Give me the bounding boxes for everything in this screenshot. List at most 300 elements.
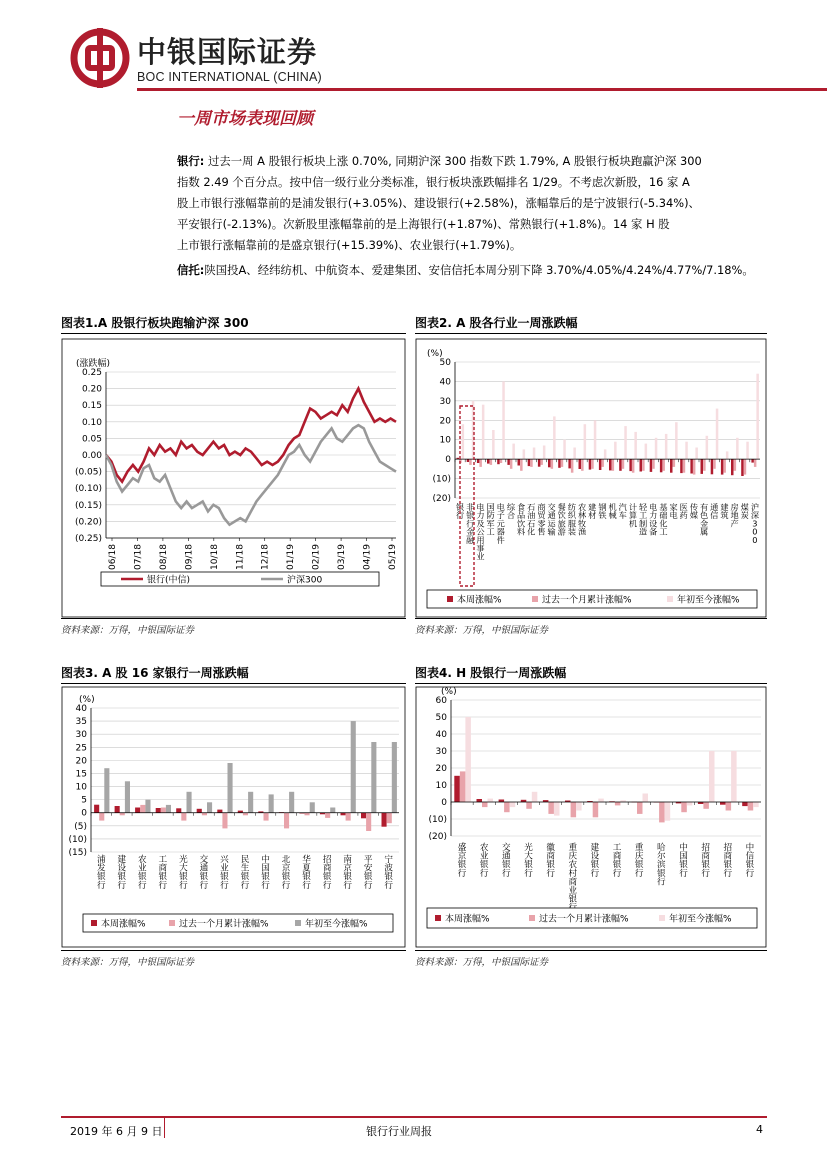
bar-1-3	[526, 802, 532, 809]
x-tick-label: 10/18	[209, 544, 220, 570]
bank-label: 银行:	[177, 154, 205, 168]
x-tick-label: 通信	[710, 502, 719, 521]
x-tick-label: 重庆银行	[634, 843, 644, 879]
y-tick-label: (20)	[428, 832, 447, 842]
bar-0-4	[176, 808, 181, 813]
x-tick-label: 01/19	[286, 544, 297, 570]
x-tick-label: 建材	[588, 502, 597, 521]
fig3-source: 资料来源：万得，中银国际证券	[61, 957, 195, 968]
legend-swatch	[667, 596, 673, 602]
bar-2-29	[756, 374, 759, 460]
fig1-title: 图表1.A 股银行板块跑输沪深 300	[61, 316, 249, 330]
bar-2-11	[330, 808, 335, 813]
x-tick-label: 交通银行	[199, 855, 209, 891]
bar-0-2	[477, 459, 480, 463]
bar-2-4	[502, 381, 505, 459]
x-tick-label: 兴业银行	[220, 855, 229, 891]
bar-1-4	[548, 802, 554, 814]
y-tick-label: 40	[439, 377, 451, 388]
x-tick-label: 民生银行	[240, 855, 250, 891]
y-tick-label: 15	[75, 769, 87, 780]
y-tick-label: 20	[435, 764, 447, 774]
bar-2-14	[392, 742, 397, 813]
trust-label: 信托:	[177, 263, 205, 277]
bar-1-0	[99, 813, 104, 821]
bar-2-12	[584, 424, 587, 459]
x-tick-label: 建设银行	[117, 855, 127, 891]
bar-1-24	[703, 459, 706, 471]
bar-1-28	[744, 459, 747, 475]
bar-2-4	[187, 792, 192, 813]
bar-2-16	[624, 426, 627, 459]
chart-frame	[416, 339, 766, 617]
x-tick-label: 08/18	[158, 544, 169, 570]
bar-0-5	[507, 459, 510, 465]
fig3-source-rule	[61, 950, 406, 951]
bank-paragraph	[177, 151, 797, 256]
bar-1-18	[642, 459, 645, 471]
fig2-source: 资料来源：万得，中银国际证券	[415, 625, 549, 636]
x-tick-label: 银行	[455, 502, 465, 521]
bar-2-0	[465, 717, 471, 802]
para-line: 股上市银行涨幅靠前的是浦发银行(+3.05%)、建设银行(+2.58%)，涨幅靠后的是宁波银行(-5.34%)、	[177, 196, 700, 210]
bar-1-6	[222, 813, 227, 829]
para-line: 指数 2.49 个百分点。按中信一级行业分类标准，银行板块涨跌幅排名 1/29。不考虑次新股，16 家 A	[177, 175, 690, 189]
bar-2-28	[746, 442, 749, 460]
bar-0-5	[197, 809, 202, 813]
bar-0-17	[629, 459, 632, 471]
brand-name-en: BOC INTERNATIONAL (CHINA)	[137, 70, 322, 84]
fig4-title-rule	[415, 683, 767, 684]
bar-0-11	[568, 459, 571, 468]
y-axis-label: (%)	[427, 349, 443, 359]
y-tick-label: (0.15)	[74, 500, 102, 511]
bar-2-13	[594, 420, 597, 459]
bar-1-8	[264, 813, 269, 821]
bar-0-26	[721, 459, 724, 475]
y-tick-label: 25	[75, 743, 87, 754]
bar-2-21	[675, 422, 678, 459]
legend-swatch	[295, 920, 301, 926]
fig2-source-rule	[415, 618, 767, 619]
bar-0-16	[619, 459, 622, 471]
legend-label: 本周涨幅%	[101, 919, 146, 930]
legend-swatch	[169, 920, 175, 926]
section-title: 一周市场表现回顾	[177, 109, 313, 129]
page-header	[0, 0, 827, 100]
bar-1-22	[683, 459, 686, 473]
footer-date: 2019 年 6 月 9 日	[70, 1125, 163, 1138]
bar-2-2	[145, 800, 150, 813]
x-tick-label: 光大银行	[179, 855, 188, 891]
bar-0-19	[650, 459, 653, 472]
bar-2-24	[706, 436, 709, 459]
x-tick-label: 建筑	[720, 502, 729, 521]
x-tick-label: 非银行金融	[466, 502, 475, 545]
bar-0-6	[217, 810, 222, 813]
y-tick-label: 10	[439, 435, 451, 446]
bar-2-27	[736, 438, 739, 459]
x-tick-label: 食品饮料	[516, 502, 526, 537]
bar-2-8	[543, 446, 546, 460]
fig1-source-rule	[61, 618, 406, 619]
bar-1-1	[469, 459, 472, 465]
y-tick-label: 30	[439, 396, 451, 407]
bar-1-2	[504, 802, 510, 812]
bar-1-1	[482, 802, 488, 807]
bar-1-13	[366, 813, 371, 831]
y-tick-label: 30	[435, 747, 447, 757]
fig4-chart	[415, 686, 767, 948]
fig1-title-rule	[61, 333, 406, 334]
bar-1-11	[325, 813, 330, 818]
bar-2-13	[753, 802, 759, 807]
y-tick-label: (0.20)	[74, 517, 102, 528]
footer-title: 银行行业周报	[366, 1125, 432, 1138]
bar-2-5	[576, 802, 582, 811]
bar-2-18	[645, 444, 648, 460]
legend-label: 年初至今涨幅%	[305, 919, 368, 930]
legend-label: 银行(中信)	[147, 575, 191, 586]
y-tick-label: 0	[445, 455, 451, 466]
legend-label: 年初至今涨幅%	[669, 914, 732, 925]
x-tick-label: 06/18	[108, 544, 118, 570]
bar-2-10	[687, 802, 693, 805]
y-tick-label: 30	[75, 730, 87, 741]
bar-2-9	[553, 416, 556, 459]
y-tick-label: (10)	[68, 834, 87, 845]
x-tick-label: 宁波银行	[384, 855, 394, 891]
bar-1-12	[726, 802, 732, 811]
bar-2-0	[104, 768, 109, 813]
legend-swatch	[532, 596, 538, 602]
bar-1-13	[748, 802, 754, 811]
bar-2-6	[523, 449, 526, 459]
x-tick-label: 北京银行	[281, 855, 291, 891]
bar-2-2	[510, 802, 516, 807]
bar-0-3	[156, 808, 161, 813]
bar-2-10	[310, 802, 315, 813]
x-tick-label: 计算机	[628, 502, 638, 529]
bar-1-4	[500, 459, 503, 463]
bar-0-24	[701, 459, 704, 474]
x-tick-label: 工商银行	[612, 843, 622, 879]
bar-1-21	[673, 459, 676, 467]
bar-0-25	[711, 459, 714, 474]
x-tick-label: 09/18	[184, 544, 195, 570]
bar-2-9	[665, 802, 671, 821]
bar-1-9	[284, 813, 289, 829]
bar-1-8	[637, 802, 643, 814]
bar-0-2	[135, 808, 140, 813]
boc-logo-icon	[70, 28, 130, 88]
bar-1-29	[754, 459, 757, 467]
y-tick-label: 0.05	[81, 434, 102, 445]
y-tick-label: 60	[435, 696, 447, 706]
bar-1-6	[520, 459, 523, 471]
fig2-chart	[415, 338, 767, 618]
bar-1-14	[387, 813, 392, 824]
y-tick-label: 10	[435, 781, 447, 791]
y-tick-label: (10)	[428, 815, 447, 825]
x-tick-label: 农业银行	[479, 843, 489, 879]
x-tick-label: 交通运输	[547, 502, 556, 537]
x-tick-label: 国防军工	[486, 502, 495, 537]
y-tick-label: 0.25	[81, 368, 102, 378]
bar-1-6	[593, 802, 599, 817]
x-tick-label: 交通银行	[502, 843, 511, 879]
x-tick-label: 餐饮旅游	[557, 502, 566, 537]
x-tick-label: 11/18	[235, 544, 246, 570]
fig1-chart	[61, 338, 406, 618]
bar-1-23	[693, 459, 696, 475]
para-line: 上市银行涨幅靠前的是盛京银行(+15.39%)、农业银行(+1.79%)。	[177, 238, 522, 252]
x-tick-label: 机械	[608, 502, 617, 521]
y-tick-label: 40	[75, 704, 87, 714]
x-tick-label: 电力设备	[649, 502, 658, 537]
fig1-source: 资料来源：万得，中银国际证券	[61, 625, 195, 636]
legend-label: 本周涨幅%	[445, 914, 490, 925]
x-tick-label: 盛京银行	[457, 843, 467, 879]
legend-swatch	[529, 915, 535, 921]
y-tick-label: 0.00	[81, 451, 102, 461]
x-tick-label: 基础化工	[659, 502, 668, 537]
x-tick-label: 综合	[506, 502, 516, 521]
y-tick-label: 0.20	[81, 384, 102, 395]
bar-0-6	[518, 459, 521, 465]
y-tick-label: 0.15	[81, 401, 102, 412]
x-tick-label: 沪深 3 0 0	[750, 502, 760, 545]
bar-0-8	[538, 459, 541, 467]
bar-1-10	[561, 459, 564, 467]
legend-label: 过去一个月累计涨幅%	[542, 595, 632, 606]
bar-2-8	[643, 794, 649, 803]
bar-2-11	[573, 448, 576, 460]
bar-2-8	[269, 794, 274, 812]
y-tick-label: (5)	[74, 821, 87, 832]
bar-1-8	[540, 459, 543, 465]
x-tick-label: 房地产	[730, 502, 739, 529]
y-tick-label: 0	[81, 808, 87, 819]
x-tick-label: 03/19	[337, 544, 348, 570]
x-tick-label: 农业银行	[138, 855, 147, 891]
y-tick-label: 20	[439, 416, 451, 427]
bar-1-19	[652, 459, 655, 469]
bar-2-25	[716, 409, 719, 460]
bar-0-21	[670, 459, 673, 473]
bar-2-15	[614, 442, 617, 460]
x-tick-label: 浦发银行	[96, 855, 106, 891]
fig3-title-rule	[61, 683, 406, 684]
bar-0-28	[741, 459, 744, 476]
legend-label: 过去一个月累计涨幅%	[539, 914, 629, 925]
x-tick-label: 钢铁	[598, 502, 607, 521]
footer-divider-left	[164, 1116, 165, 1138]
x-tick-label: 家电	[669, 502, 678, 521]
para-line: 平安银行(-2.13%)。次新股里涨幅靠前的是上海银行(+1.87%)、常熟银行(+1.8%)。14 家 H 股	[177, 217, 670, 231]
bar-2-26	[726, 451, 729, 459]
bar-1-15	[612, 459, 615, 471]
y-tick-label: 40	[435, 730, 447, 740]
bar-2-22	[685, 442, 688, 460]
y-axis-label: (涨跌幅)	[76, 359, 111, 369]
x-tick-label: 南京银行	[343, 855, 352, 891]
legend-swatch	[435, 915, 441, 921]
bar-1-7	[530, 459, 533, 467]
bar-0-4	[497, 459, 500, 464]
x-tick-label: 平安银行	[363, 855, 373, 891]
y-tick-label: 5	[81, 795, 87, 806]
x-tick-label: 建设银行	[590, 843, 600, 879]
bar-0-13	[742, 802, 748, 806]
bar-2-19	[655, 438, 658, 459]
x-tick-label: 传媒	[689, 502, 699, 521]
y-tick-label: 35	[75, 717, 87, 728]
bar-0-1	[477, 799, 483, 802]
bar-0-13	[589, 459, 592, 470]
legend-label: 年初至今涨幅%	[677, 595, 740, 606]
y-tick-label: (0.05)	[74, 467, 102, 478]
bar-2-7	[533, 448, 536, 460]
bar-0-20	[660, 459, 663, 472]
bar-0-23	[690, 459, 693, 473]
x-tick-label: 电力及公用事业	[476, 502, 485, 562]
bar-0-14	[599, 459, 602, 470]
bar-0-9	[548, 459, 551, 467]
bar-1-16	[622, 459, 625, 469]
bar-1-2	[479, 459, 482, 467]
para-line: 过去一周 A 股银行板块上涨 0.70%, 同期沪深 300 指数下跌 1.79%, A 股银行板块跑赢沪深 300	[207, 154, 702, 168]
y-tick-label: 0.10	[81, 417, 102, 428]
x-tick-label: 医药	[679, 502, 688, 521]
bar-2-7	[248, 792, 253, 813]
bar-1-12	[581, 459, 584, 471]
x-tick-label: 中国银行	[679, 843, 688, 879]
brand-name-cn: 中银国际证券	[137, 35, 318, 69]
y-axis-label: (%)	[79, 695, 95, 705]
y-tick-label: (0.25)	[74, 534, 102, 544]
bar-2-17	[634, 432, 637, 459]
bar-1-11	[571, 459, 574, 473]
bar-0-15	[609, 459, 612, 470]
x-tick-label: 12/18	[260, 544, 271, 570]
bar-1-0	[460, 771, 466, 802]
bar-1-20	[662, 459, 665, 471]
footer-page: 4	[756, 1123, 763, 1136]
bar-2-2	[482, 405, 485, 459]
bar-2-9	[289, 792, 294, 813]
bar-0-7	[528, 459, 531, 466]
x-tick-label: 电子元器件	[496, 502, 505, 545]
bar-0-0	[94, 805, 99, 813]
legend-swatch	[447, 596, 453, 602]
bar-2-0	[462, 424, 465, 459]
y-axis-label: (%)	[441, 687, 457, 697]
bar-1-5	[571, 802, 577, 817]
bar-2-20	[665, 434, 668, 459]
para-line: 陕国投A、经纬纺机、中航资本、爱建集团、安信信托本周分别下降 3.70%/4.05%/4.24%/4.77%/7.18%。	[204, 263, 754, 277]
bar-1-2	[140, 805, 145, 813]
x-tick-label: 中信银行	[745, 843, 755, 879]
bar-1-5	[510, 459, 513, 469]
x-tick-label: 煤炭	[740, 502, 749, 521]
x-tick-label: 02/19	[311, 544, 322, 570]
bar-0-22	[680, 459, 683, 473]
x-tick-label: 光大银行	[524, 843, 533, 879]
fig4-title: 图表4. H 股银行一周涨跌幅	[415, 666, 567, 680]
x-tick-label: 有色金属	[699, 502, 709, 537]
bar-2-11	[709, 751, 715, 802]
x-tick-label: 工商银行	[158, 855, 168, 891]
bar-0-18	[640, 459, 643, 471]
fig2-title: 图表2. A 股各行业一周涨跌幅	[415, 316, 578, 330]
header-rule	[137, 88, 827, 91]
x-tick-label: 07/18	[133, 544, 144, 570]
x-tick-label: 招商银行	[322, 855, 332, 891]
bar-0-29	[751, 459, 754, 463]
x-tick-label: 04/19	[362, 544, 373, 570]
bar-2-14	[604, 449, 607, 459]
x-tick-label: 招商银行	[701, 843, 710, 879]
x-tick-label: 中国银行	[261, 855, 270, 891]
bar-2-3	[166, 805, 171, 813]
y-tick-label: 10	[75, 782, 87, 793]
bar-1-14	[601, 459, 604, 467]
bar-2-6	[598, 799, 604, 802]
bar-1-3	[490, 459, 493, 465]
y-tick-label: (15)	[68, 848, 87, 858]
x-tick-label: 商贸零售	[537, 502, 546, 537]
bar-2-13	[371, 742, 376, 813]
x-tick-label: 徽商银行	[546, 843, 555, 879]
bar-1-11	[703, 802, 709, 809]
bar-1-12	[346, 813, 351, 821]
x-tick-label: 华夏银行	[302, 855, 311, 891]
legend-label: 沪深300	[287, 575, 323, 586]
y-tick-label: 0	[441, 798, 447, 808]
fig2-title-rule	[415, 333, 767, 334]
bar-1-25	[713, 459, 716, 469]
bar-2-5	[207, 802, 212, 813]
bar-0-1	[115, 806, 120, 813]
y-tick-label: (20)	[432, 494, 451, 504]
legend-swatch	[659, 915, 665, 921]
bar-2-1	[125, 781, 130, 812]
bar-1-13	[591, 459, 594, 469]
y-tick-label: (10)	[432, 474, 451, 485]
fig4-source-rule	[415, 950, 767, 951]
bar-1-10	[681, 802, 687, 812]
bar-0-0	[454, 776, 460, 802]
bar-2-6	[228, 763, 233, 813]
x-tick-label: 轻工制造	[638, 502, 648, 537]
bar-0-14	[382, 813, 387, 827]
legend-label: 本周涨幅%	[457, 595, 502, 606]
x-tick-label: 哈尔滨银行	[657, 843, 666, 888]
bar-2-12	[731, 751, 737, 802]
legend-label: 过去一个月累计涨幅%	[179, 919, 269, 930]
x-tick-label: 石油石化	[527, 502, 536, 537]
bar-2-3	[492, 430, 495, 459]
y-tick-label: 50	[439, 358, 451, 368]
bar-0-12	[579, 459, 582, 469]
bar-1-26	[723, 459, 726, 473]
fig3-chart	[61, 686, 406, 948]
trust-paragraph	[177, 260, 817, 281]
bar-2-5	[512, 444, 515, 460]
y-tick-label: 20	[75, 756, 87, 767]
bar-2-4	[554, 802, 560, 816]
